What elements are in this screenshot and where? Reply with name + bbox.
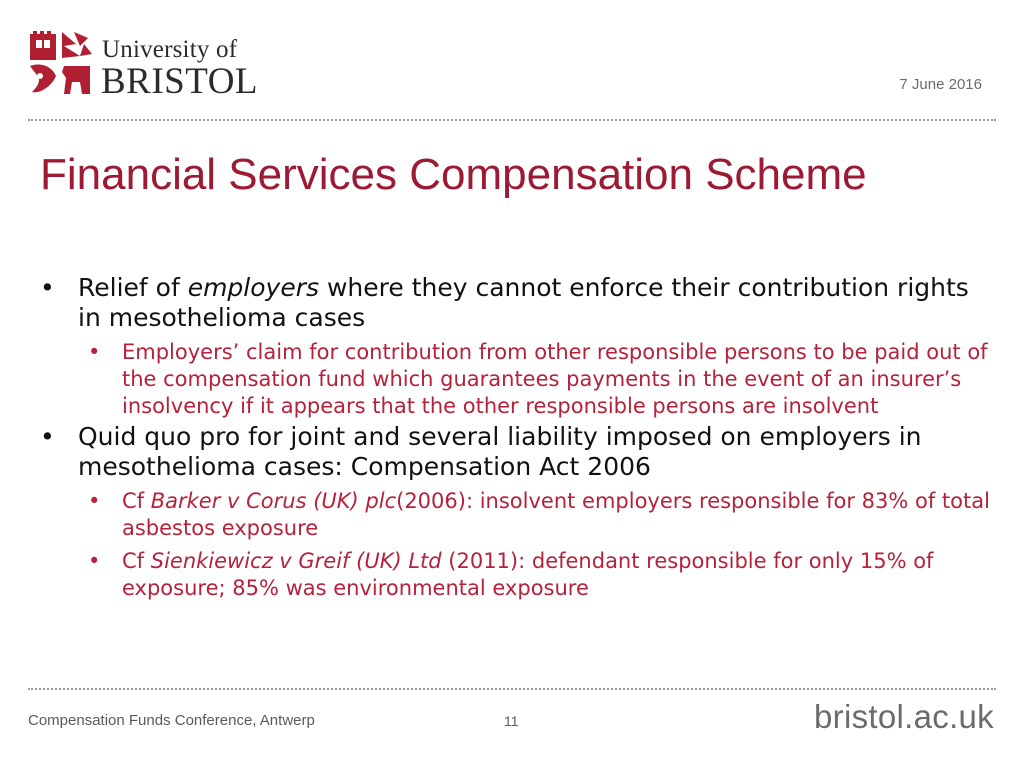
sub-bullet-item bbox=[40, 339, 990, 420]
slide-date: 7 June 2016 bbox=[899, 76, 982, 93]
logo-text-bristol: BRISTOL bbox=[101, 61, 259, 102]
university-logo bbox=[28, 30, 258, 100]
sub-bullet-text: (2011): defendant responsible for only 15% of exposure; 85% was environmental exposure bbox=[122, 549, 934, 600]
footer-event-name: Compensation Funds Conference, Antwerp bbox=[28, 712, 315, 729]
bullet-text: where they cannot enforce their contribution rights in mesothelioma cases bbox=[78, 273, 969, 332]
bullet-item bbox=[40, 422, 990, 482]
sub-bullet-item bbox=[40, 488, 990, 542]
bullet-dot-icon: • bbox=[40, 273, 55, 302]
sub-bullet-dot-icon: • bbox=[88, 340, 101, 364]
sub-bullet-item bbox=[40, 548, 990, 602]
sub-bullet-text: Employers’ claim for contribution from other responsible persons to be paid out of the compensation fund which guarantees payments in the event of an insurer’s insolvency if it appears that the other responsible persons are insolvent bbox=[122, 340, 988, 418]
sub-bullet-dot-icon: • bbox=[88, 549, 101, 573]
bullet-dot-icon: • bbox=[40, 422, 55, 451]
sub-bullet-text: (2006): insolvent employers responsible for 83% of total asbestos exposure bbox=[122, 489, 990, 540]
bullet-item bbox=[40, 273, 990, 333]
sub-bullet-text: Cf bbox=[122, 489, 151, 513]
slide-title: Financial Services Compensation Scheme bbox=[40, 150, 867, 199]
bullet-text: Relief of bbox=[78, 273, 188, 302]
bullet-list bbox=[40, 273, 990, 602]
page-number: 11 bbox=[504, 713, 519, 729]
logo-text-university-of: University of bbox=[102, 36, 238, 63]
sub-bullet-text: Cf bbox=[122, 549, 151, 573]
case-name: Sienkiewicz v Greif (UK) Ltd bbox=[150, 549, 442, 573]
case-name: Barker v Corus (UK) plc bbox=[150, 489, 397, 513]
footer-website: bristol.ac.uk bbox=[814, 698, 994, 735]
bullet-emphasis: employers bbox=[187, 273, 320, 302]
sub-bullet-dot-icon: • bbox=[88, 489, 101, 513]
university-crest-icon bbox=[28, 30, 94, 98]
bullet-text: Quid quo pro for joint and several liability imposed on employers in mesothelioma cases: Compensation Act 2006 bbox=[78, 422, 922, 481]
header-divider bbox=[28, 119, 996, 121]
footer-divider bbox=[28, 688, 996, 690]
